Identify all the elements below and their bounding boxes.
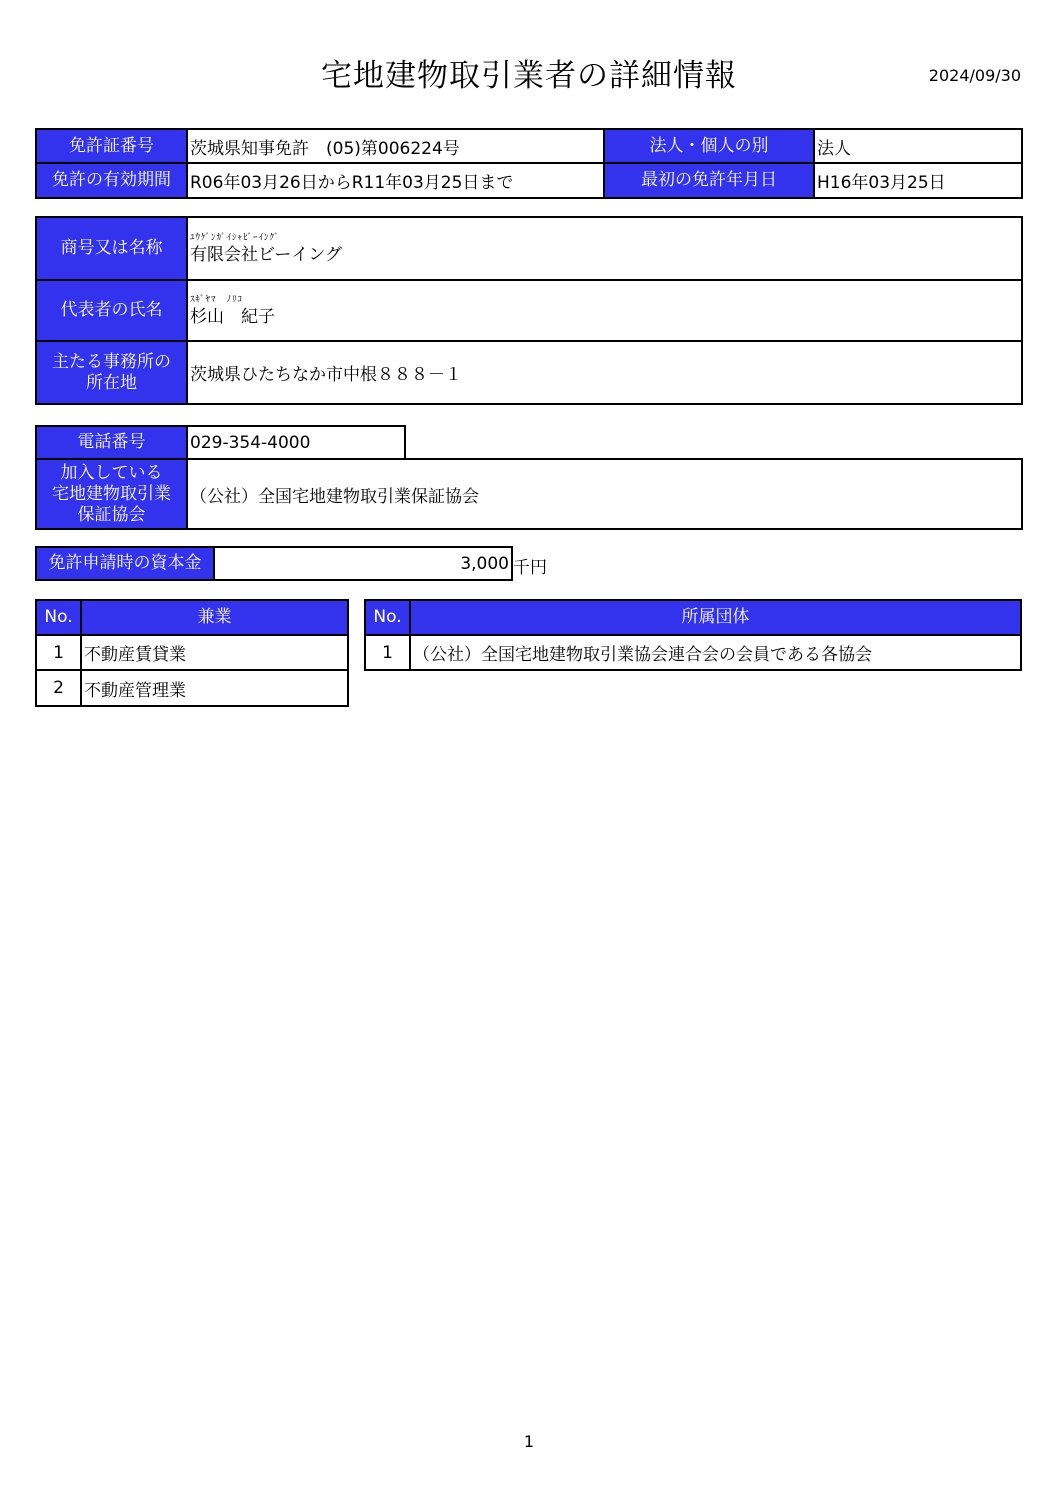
- representative-cell: [186, 279, 1023, 342]
- guarantee-association-label-line1: 加入している: [60, 462, 163, 483]
- entity-type-value: 法人: [813, 128, 1023, 164]
- capital-value: 3,000: [213, 546, 513, 581]
- license-number-value: 茨城県知事免許 (05)第006224号: [186, 128, 605, 164]
- company-name-kana: ﾕｳｹﾞﾝｶﾞｲｼｬﾋﾞｰｲﾝｸﾞ: [190, 232, 280, 243]
- affiliation-header: 所属団体: [409, 599, 1022, 636]
- validity-period-label: 免許の有効期間: [35, 162, 188, 199]
- guarantee-association-label-line2: 宅地建物取引業: [52, 483, 171, 504]
- representative-label: 代表者の氏名: [35, 279, 188, 342]
- report-date: 2024/09/30: [928, 66, 1021, 85]
- office-address-label: [35, 340, 188, 405]
- affiliation-no-header: No.: [364, 599, 411, 636]
- office-address-label-line1: 主たる事務所の: [52, 351, 171, 372]
- representative-kana: ｽｷﾞﾔﾏ ﾉﾘｺ: [190, 294, 244, 305]
- side-business-row-name: 不動産管理業: [80, 669, 349, 707]
- representative-value: 杉山 紀子: [190, 306, 275, 327]
- phone-value: 029-354-4000: [186, 425, 406, 460]
- affiliation-row-no: 1: [364, 634, 411, 671]
- capital-unit: 千円: [513, 558, 547, 578]
- entity-type-label: 法人・個人の別: [603, 128, 815, 164]
- page-number: 1: [523, 1432, 535, 1451]
- license-number-label: 免許証番号: [35, 128, 188, 164]
- page-title: 宅地建物取引業者の詳細情報: [321, 58, 737, 94]
- side-business-header: 兼業: [80, 599, 349, 636]
- side-business-row-no: 2: [35, 669, 82, 707]
- company-name-label: 商号又は名称: [35, 216, 188, 281]
- guarantee-association-value: （公社）全国宅地建物取引業保証協会: [186, 458, 1023, 530]
- affiliation-row-name: （公社）全国宅地建物取引業協会連合会の会員である各協会: [409, 634, 1022, 671]
- company-name-value: 有限会社ビーイング: [190, 244, 342, 265]
- guarantee-association-label: [35, 458, 188, 530]
- side-business-row-no: 1: [35, 634, 82, 671]
- guarantee-association-label-line3: 保証協会: [77, 504, 146, 525]
- office-address-value: 茨城県ひたちなか市中根８８８－１: [186, 340, 1023, 405]
- first-license-date-label: 最初の免許年月日: [603, 162, 815, 199]
- validity-period-value: R06年03月26日からR11年03月25日まで: [186, 162, 605, 199]
- phone-label: 電話番号: [35, 425, 188, 460]
- side-business-row-name: 不動産賃貸業: [80, 634, 349, 671]
- office-address-label-line2: 所在地: [86, 372, 137, 393]
- capital-label: 免許申請時の資本金: [35, 546, 215, 581]
- company-name-cell: [186, 216, 1023, 281]
- first-license-date-value: H16年03月25日: [813, 162, 1023, 199]
- side-business-no-header: No.: [35, 599, 82, 636]
